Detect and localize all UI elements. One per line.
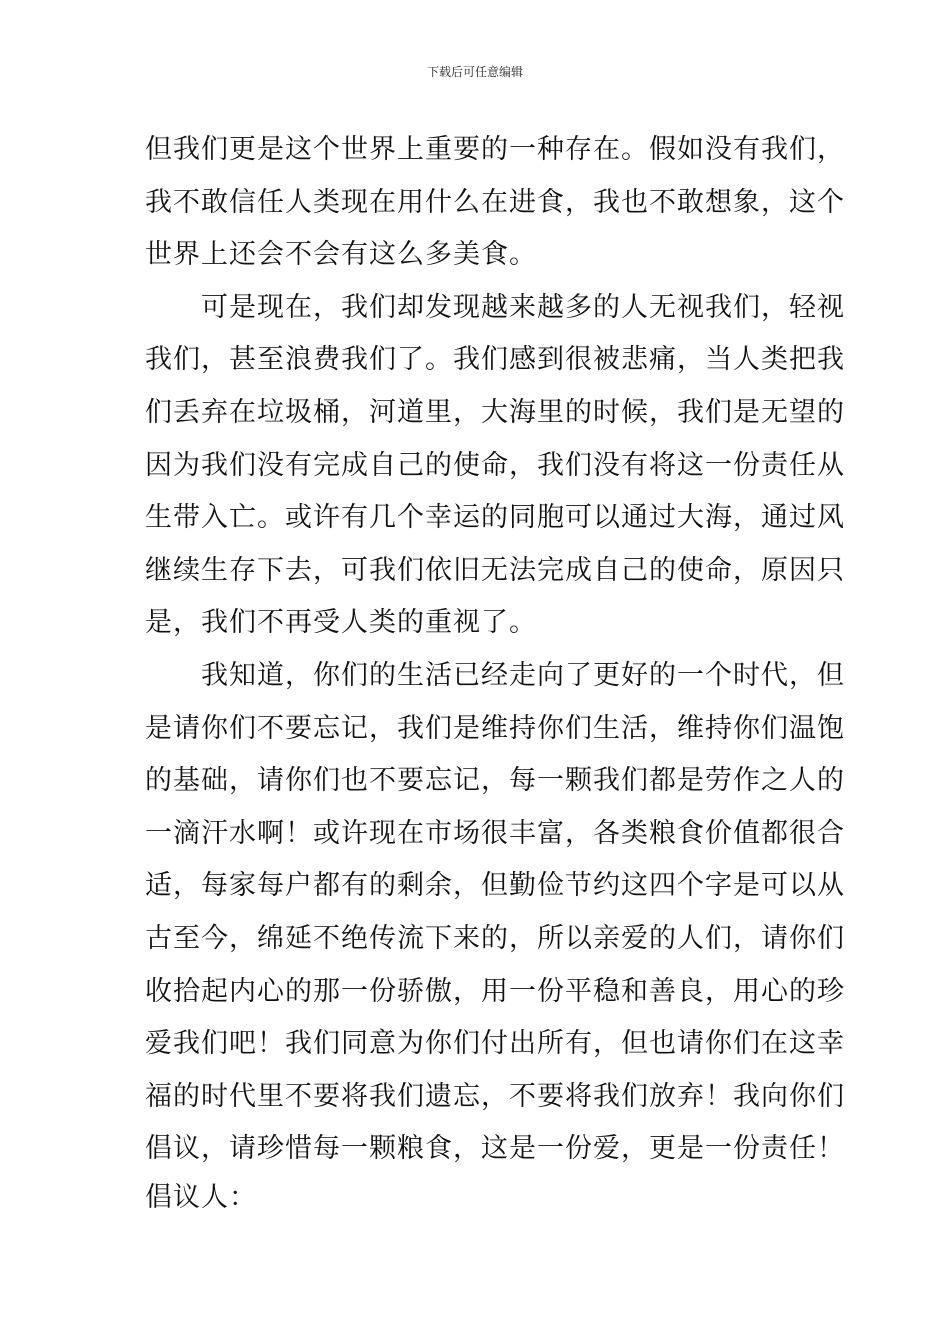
- text-line: 是请你们不要忘记，我们是维持你们生活，维持你们温饱: [145, 712, 845, 744]
- text-line: 古至今，绵延不绝传流下来的，所以亲爱的人们，请你们: [145, 922, 845, 954]
- signature-label: 倡议人：: [145, 1182, 257, 1213]
- text-line: 但我们更是这个世界上重要的一种存在。假如没有我们，: [145, 134, 845, 165]
- page-header: 下载后可任意编辑: [426, 65, 523, 79]
- text-line: 世界上还会不会有这么多美食。: [145, 239, 537, 271]
- text-line: 的基础，请你们也不要忘记，每一颗我们都是劳作之人的: [145, 765, 845, 797]
- text-line: 收拾起内心的那一份骄傲，用一份平稳和善良，用心的珍: [145, 975, 845, 1007]
- text-line: 们丢弃在垃圾桶，河道里，大海里的时候，我们是无望的: [145, 396, 845, 428]
- text-line: 因为我们没有完成自己的使命，我们没有将这一份责任从: [145, 449, 845, 481]
- text-line: 我不敢信任人类现在用什么在进食，我也不敢想象，这个: [145, 186, 845, 218]
- letter-body: [145, 124, 845, 1176]
- text-line: 适，每家每户都有的剩余，但勤俭节约这四个字是可以从: [145, 870, 845, 902]
- text-line: 福的时代里不要将我们遗忘，不要将我们放弃！我向你们: [145, 1080, 845, 1112]
- text-line: 倡议，请珍惜每一颗粮食，这是一份爱，更是一份责任！: [145, 1133, 845, 1165]
- text-line: 爱我们吧！我们同意为你们付出所有，但也请你们在这幸: [145, 1028, 845, 1060]
- text-line: 我们，甚至浪费我们了。我们感到很被悲痛，当人类把我: [145, 344, 845, 376]
- text-line: 我知道，你们的生活已经走向了更好的一个时代，但: [145, 659, 845, 691]
- text-line: 一滴汗水啊！或许现在市场很丰富，各类粮食价值都很合: [145, 817, 845, 849]
- text-line: 继续生存下去，可我们依旧无法完成自己的使命，原因只: [145, 554, 845, 586]
- text-line: 可是现在，我们却发现越来越多的人无视我们，轻视: [145, 291, 845, 323]
- text-line: 是，我们不再受人类的重视了。: [145, 607, 537, 639]
- text-line: 生带入亡。或许有几个幸运的同胞可以通过大海，通过风: [145, 502, 845, 534]
